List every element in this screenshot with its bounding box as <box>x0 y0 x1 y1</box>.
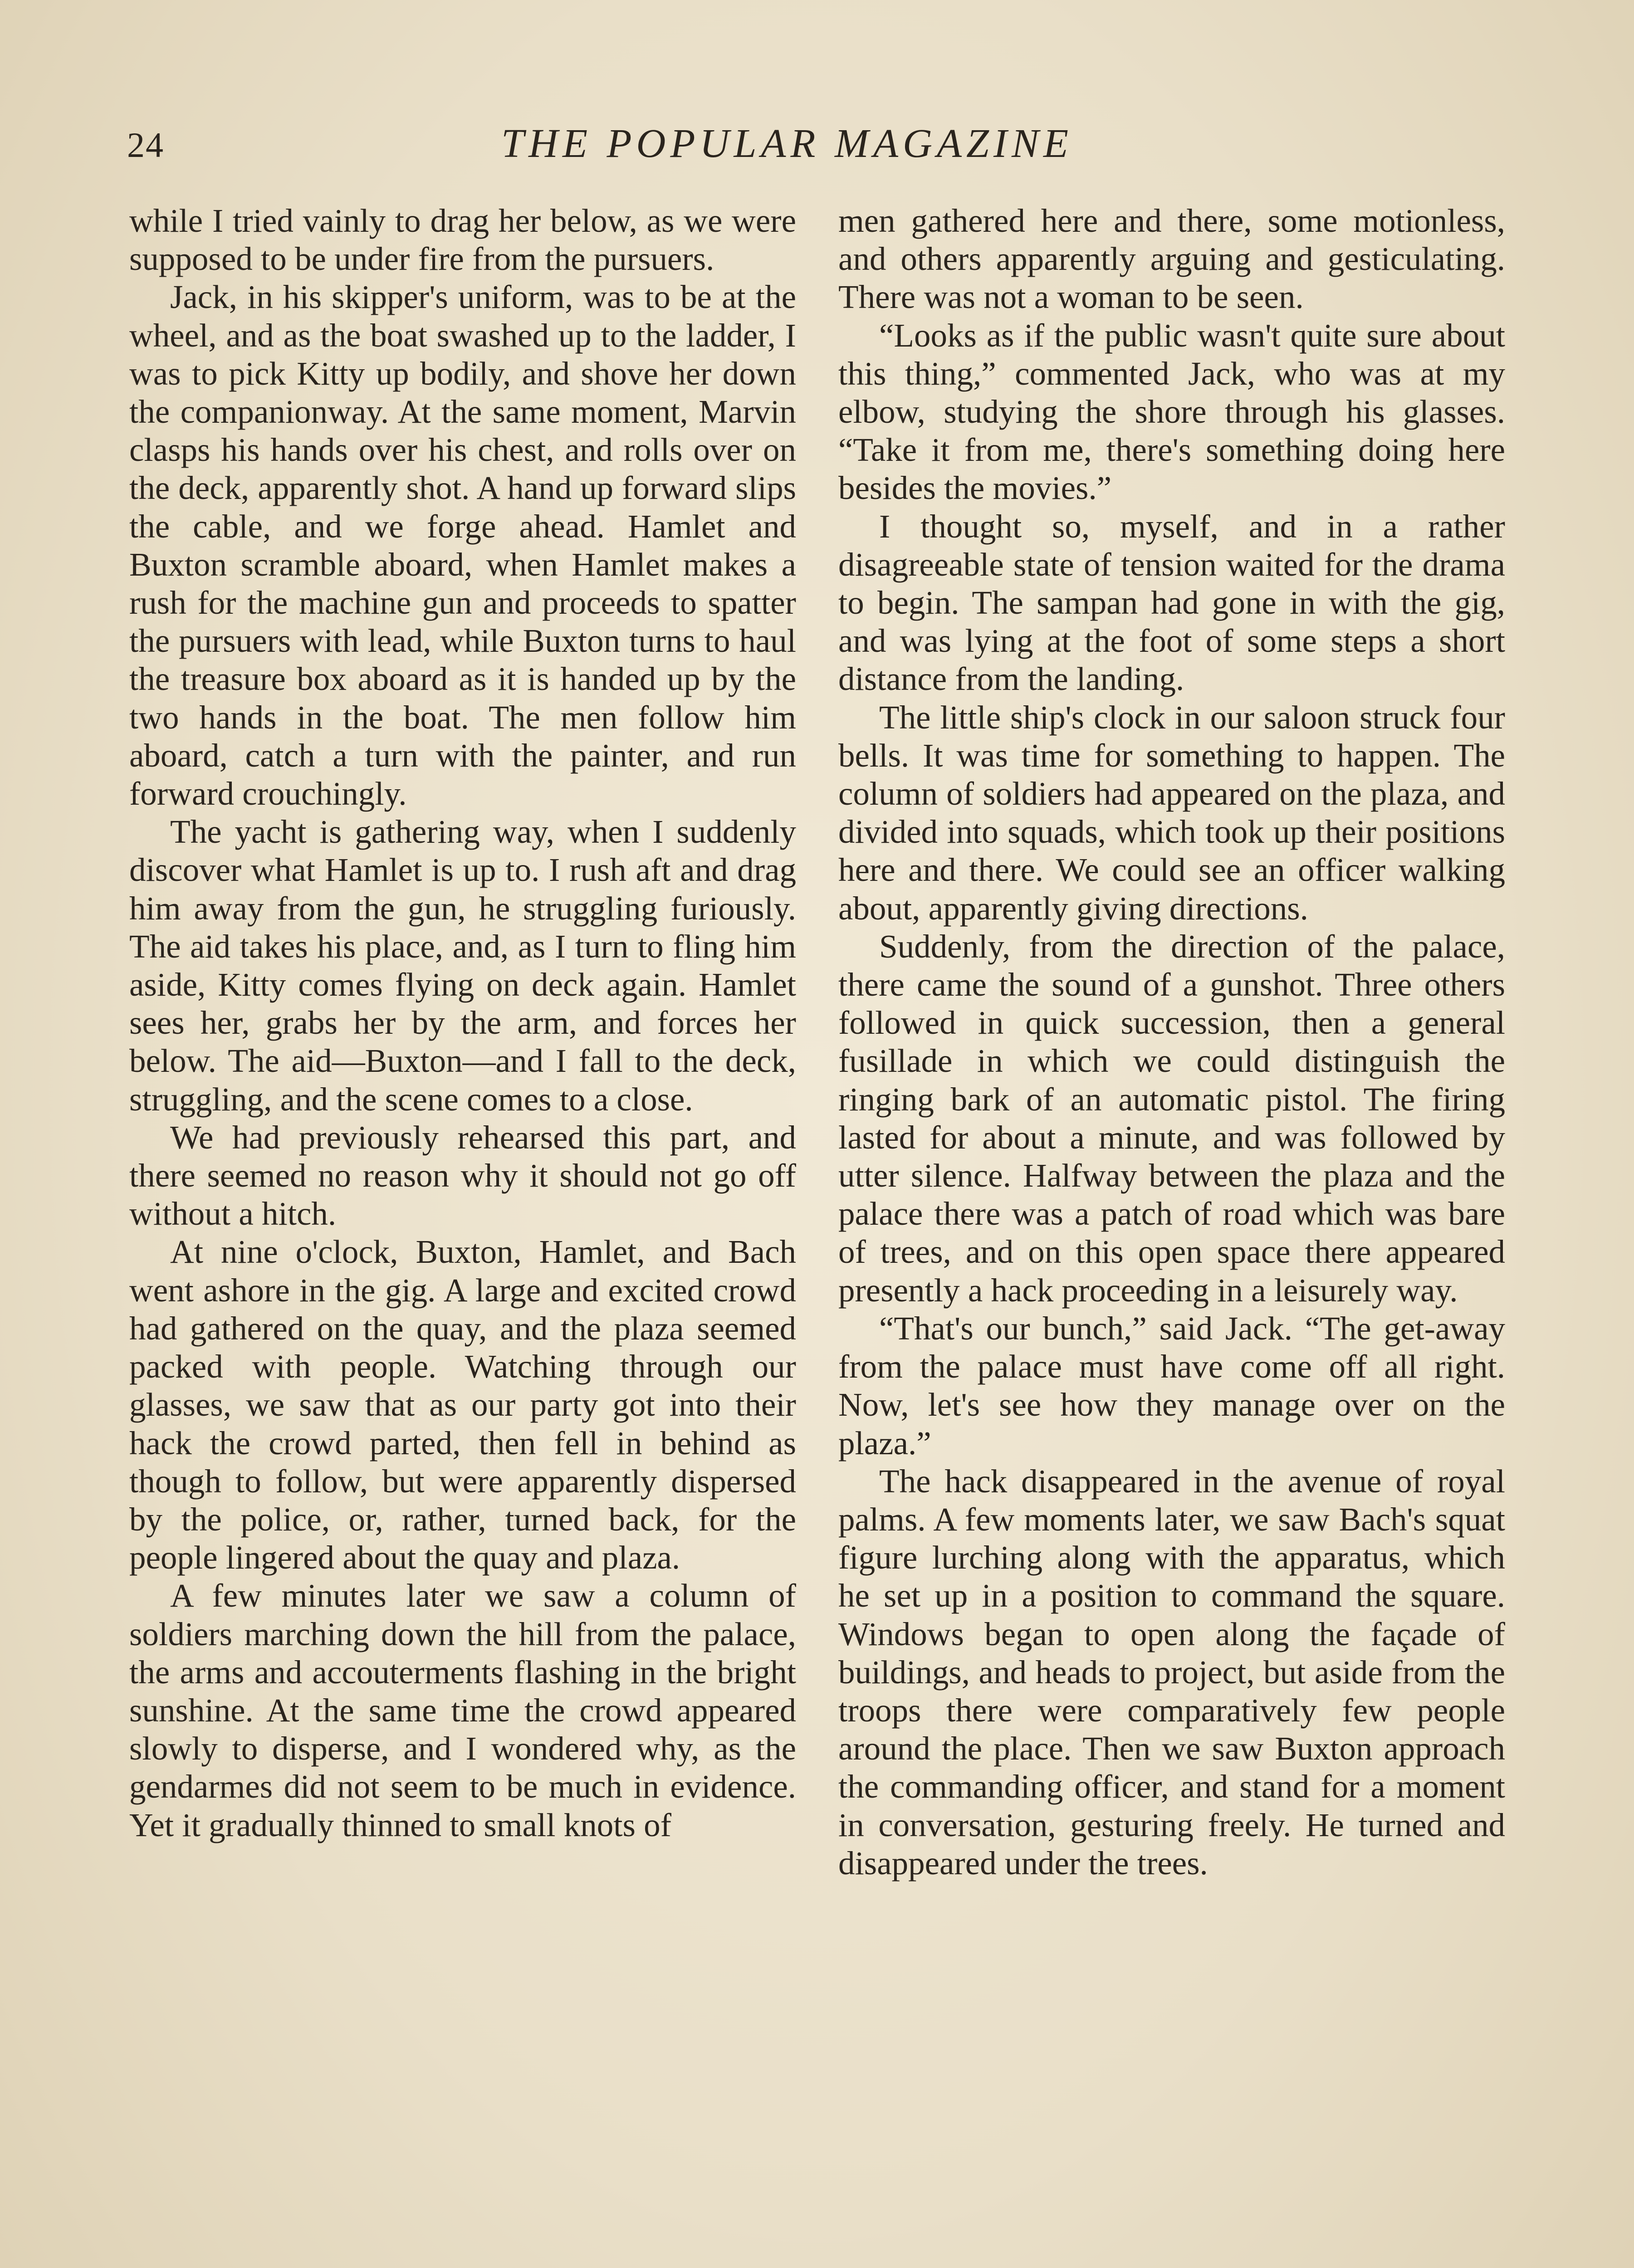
paragraph: The little ship's clock in our saloon struck four bells. It was time for something to happen. The column of soldiers had appeared on the plaza, and divided into squads, which took up their positions here and there. We could see an officer walking about, apparently giving directions. <box>838 699 1505 927</box>
right-column <box>838 202 1505 1882</box>
left-column <box>129 202 796 1844</box>
paragraph: men gathered here and there, some motionless, and others apparently arguing and gesticulating. There was not a woman to be seen. <box>838 202 1505 316</box>
running-title: THE POPULAR MAGAZINE <box>501 121 1073 166</box>
paragraph: “Looks as if the public wasn't quite sure about this thing,” commented Jack, who was at my elbow, studying the shore through his glasses. “Take it from me, there's something doing here besides the movies.” <box>838 317 1505 507</box>
page-number: 24 <box>127 125 164 165</box>
paragraph: The yacht is gathering way, when I suddenly discover what Hamlet is up to. I rush aft and drag him away from the gun, he struggling furiously. The aid takes his place, and, as I turn to fling him aside, Kitty comes flying on deck again. Hamlet sees her, grabs her by the arm, and forces her below. The aid—Buxton—and I fall to the deck, struggling, and the scene comes to a close. <box>129 813 796 1118</box>
paragraph: Jack, in his skipper's uniform, was to be at the wheel, and as the boat swashed up to the ladder, I was to pick Kitty up bodily, and shove her down the companionway. At the same moment, Marvin clasps his hands over his chest, and rolls over on the deck, apparently shot. A hand up forward slips the cable, and we forge ahead. Hamlet and Buxton scramble aboard, when Hamlet makes a rush for the machine gun and proceeds to spatter the pursuers with lead, while Buxton turns to haul the treasure box aboard as it is handed up by the two hands in the boat. The men follow him aboard, catch a turn with the painter, and run forward crouchingly. <box>129 279 796 812</box>
paragraph: “That's our bunch,” said Jack. “The get-away from the palace must have come off all right. Now, let's see how they manage over on the plaza.” <box>838 1310 1505 1461</box>
paragraph: We had previously rehearsed this part, and there seemed no reason why it should not go off without a hitch. <box>129 1119 796 1232</box>
paragraph: Suddenly, from the direction of the palace, there came the sound of a gunshot. Three others followed in quick succession, then a general fusillade in which we could distinguish the ringing bark of an automatic pistol. The firing lasted for about a minute, and was followed by utter silence. Halfway between the plaza and the palace there was a patch of road which was bare of trees, and on this open space there appeared presently a hack proceeding in a leisurely way. <box>838 928 1505 1309</box>
paragraph: I thought so, myself, and in a rather disagreeable state of tension waited for the drama to begin. The sampan had gone in with the gig, and was lying at the foot of some steps a short distance from the landing. <box>838 508 1505 698</box>
paragraph: At nine o'clock, Buxton, Hamlet, and Bach went ashore in the gig. A large and excited crowd had gathered on the quay, and the plaza seemed packed with people. Watching through our glasses, we saw that as our party got into their hack the crowd parted, then fell in behind as though to follow, but were apparently dispersed by the police, or, rather, turned back, for the people lingered about the quay and plaza. <box>129 1233 796 1576</box>
paragraph: while I tried vainly to drag her below, as we were supposed to be under fire from the pursuers. <box>129 202 796 278</box>
page-header <box>127 120 1502 170</box>
paragraph: A few minutes later we saw a column of soldiers marching down the hill from the palace, the arms and accouterments flashing in the bright sunshine. At the same time the crowd appeared slowly to disperse, and I wondered why, as the gendarmes did not seem to be much in evidence. Yet it gradually thinned to small knots of <box>129 1577 796 1843</box>
paragraph: The hack disappeared in the avenue of royal palms. A few moments later, we saw Bach's squat figure lurching along with the apparatus, which he set up in a position to command the square. Windows began to open along the façade of buildings, and heads to project, but aside from the troops there were comparatively few people around the place. Then we saw Buxton approach the commanding officer, and stand for a moment in conversation, gesturing freely. He turned and disappeared under the trees. <box>838 1462 1505 1882</box>
